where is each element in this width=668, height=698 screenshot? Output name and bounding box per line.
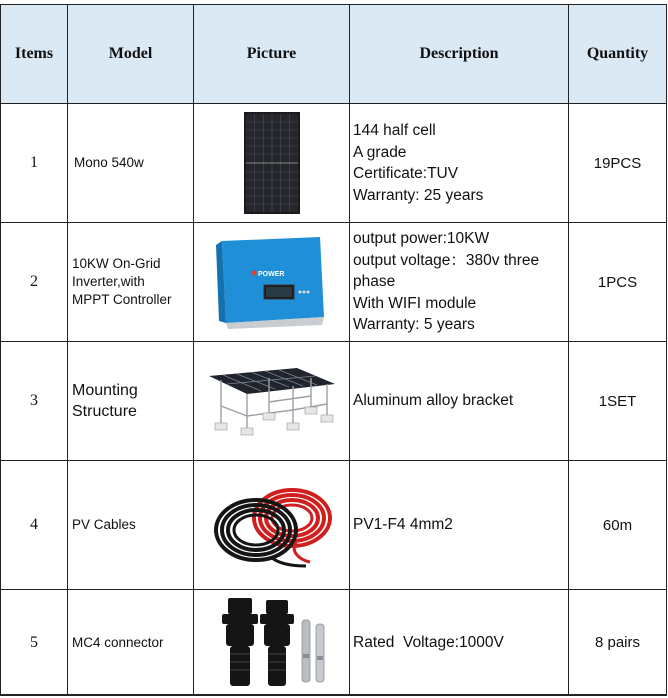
- description-line: Certificate:TUV: [353, 165, 459, 182]
- header-model: Model: [68, 5, 194, 104]
- description-line: phase: [353, 273, 396, 291]
- mounting-structure-icon: [207, 366, 337, 436]
- quantity-cell: 8 pairs: [569, 590, 667, 696]
- picture-cell: [194, 342, 350, 461]
- table-bottom-border: [0, 694, 666, 696]
- item-number: 4: [1, 461, 68, 590]
- description-line: PV1-F4 4mm2: [353, 516, 453, 534]
- description-line: output power:10KW: [353, 230, 490, 248]
- table-row: [1, 461, 667, 590]
- table-row: [1, 342, 667, 461]
- header-items: Items: [1, 5, 68, 104]
- description-line: Rated Voltage:1000V: [353, 633, 504, 651]
- model-line: Structure: [72, 403, 137, 420]
- item-number: 1: [1, 104, 68, 223]
- model-text: MC4 connector: [72, 634, 164, 650]
- model-cell: [68, 342, 194, 461]
- header-quantity: Quantity: [569, 5, 667, 104]
- quantity-cell: 1PCS: [569, 223, 667, 342]
- description-cell: [350, 223, 569, 342]
- header-row: [1, 5, 667, 104]
- header-picture: Picture: [194, 5, 350, 104]
- model-line: Mounting: [72, 382, 138, 399]
- model-line: MPPT Controller: [72, 292, 172, 307]
- mc4-connector-icon: [210, 594, 334, 692]
- description-line: output voltage：380v three: [353, 251, 540, 269]
- model-cell: [68, 590, 194, 696]
- description-cell: [350, 590, 569, 696]
- table-row: [1, 104, 667, 223]
- model-cell: [68, 104, 194, 223]
- description-line: Warranty: 25 years: [353, 186, 484, 204]
- header-description: Description: [350, 5, 569, 104]
- table-row: [1, 590, 667, 696]
- picture-cell: [194, 104, 350, 223]
- table-row: [1, 223, 667, 342]
- item-number: 3: [1, 342, 68, 461]
- inverter-icon: [216, 233, 328, 331]
- item-number: 5: [1, 590, 68, 696]
- description-line: A grade: [353, 143, 407, 161]
- model-line: 10KW On-Grid: [72, 256, 161, 271]
- description-cell: [350, 461, 569, 590]
- item-number: 2: [1, 223, 68, 342]
- model-cell: [68, 461, 194, 590]
- description-line: Aluminum alloy bracket: [353, 392, 514, 410]
- picture-cell: [194, 223, 350, 342]
- quantity-cell: 60m: [569, 461, 667, 590]
- picture-cell: [194, 590, 350, 696]
- solar-panel-icon: [244, 112, 300, 214]
- model-line: Inverter,with: [72, 274, 145, 289]
- description-cell: [350, 104, 569, 223]
- product-spec-table: [0, 4, 667, 696]
- quantity-cell: 1SET: [569, 342, 667, 461]
- model-text: Mono 540w: [74, 155, 144, 170]
- inverter-brand-text: POWER: [257, 271, 284, 278]
- description-line: Warranty: 5 years: [353, 316, 475, 334]
- description-cell: [350, 342, 569, 461]
- description-line: With WIFI module: [353, 294, 477, 312]
- picture-cell: [194, 461, 350, 590]
- quantity-cell: 19PCS: [569, 104, 667, 223]
- description-line: 144 half cell: [353, 122, 436, 139]
- model-cell: [68, 223, 194, 342]
- model-text: PV Cables: [72, 517, 136, 532]
- cable-coils-icon: [210, 482, 334, 568]
